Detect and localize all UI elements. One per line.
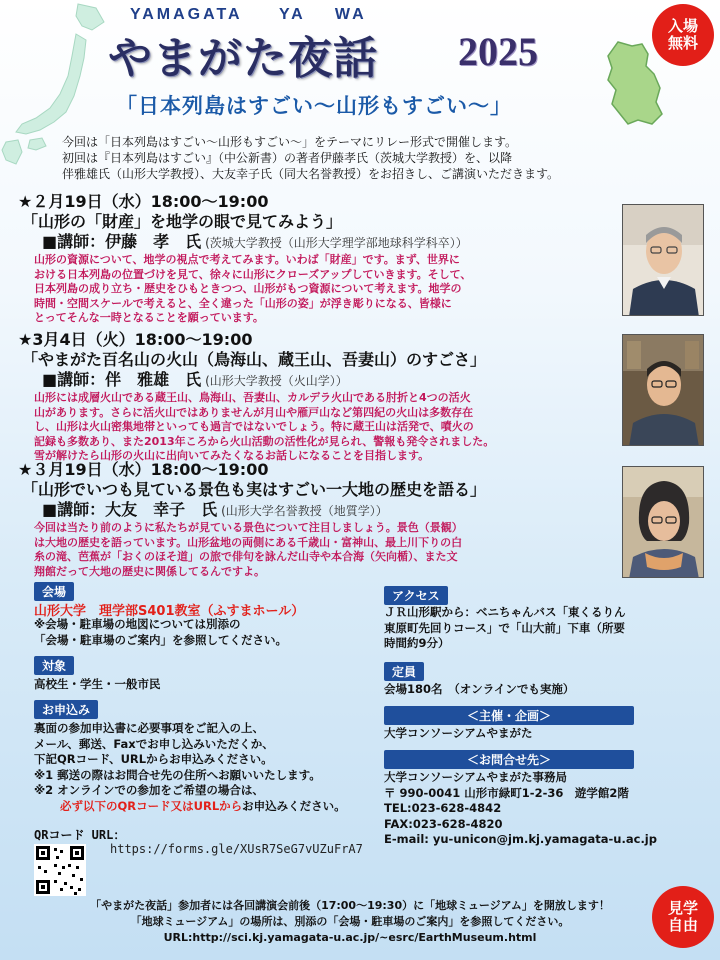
organizer-label: ＜主催・企画＞ bbox=[384, 706, 634, 725]
speaker-name: ■講師：伴 雅雄 氏 bbox=[42, 370, 202, 389]
apply-emphasis: 必ず以下のQRコード又はURLから bbox=[60, 798, 243, 813]
badge-line: 見学 bbox=[667, 899, 698, 917]
desc-line: 雪が解けたら山形の火山に出向いてみたくなるお話しになることを目指します。 bbox=[34, 449, 430, 462]
speaker-photo-ito bbox=[622, 204, 704, 316]
lecture-description bbox=[34, 391, 614, 464]
desc-line: 時間・空間スケールで考えると、全く違った「山形の姿」が浮き彫りになる、皆様に bbox=[34, 296, 452, 310]
apply-text bbox=[34, 721, 346, 814]
organizer-text: 大学コンソーシアムやまがた bbox=[384, 726, 533, 740]
page-title: やまがた夜話 bbox=[108, 33, 378, 84]
lecture-date: ★３月19日（水）18:00～19:00 bbox=[18, 460, 269, 479]
desc-line: 今回は当たり前のように私たちが見ている景色について注目しましょう。景色（景観） bbox=[34, 521, 463, 534]
desc-line: は大地の歴史を語っています。山形盆地の両側にある千歳山・富神山、最上川下りの白 bbox=[34, 535, 463, 549]
intro-line: 伴雅雄氏（山形大学教授）、大友幸子氏（同大名誉教授）をお招きし、ご講演いただきます。 bbox=[62, 167, 560, 181]
contact-label: ＜お問合せ先＞ bbox=[384, 750, 634, 769]
venue-notes bbox=[34, 617, 287, 648]
desc-line: 日本列島の成り立ち・歴史をひもときつつ、山形がもつ資源について考えます。地学の bbox=[34, 282, 462, 295]
speaker-affiliation: (山形大学教授（火山学）） bbox=[205, 374, 348, 388]
lecture-description bbox=[34, 253, 614, 326]
speaker-name: ■講師：大友 幸子 氏 bbox=[42, 500, 218, 519]
apply-line: 裏面の参加申込書に必要事項をご記入の上、 bbox=[34, 721, 264, 735]
footer-line: 「地球ミュージアム」の場所は、別添の「会場・駐車場のご案内」を参照してください。 bbox=[130, 915, 570, 928]
contact-text bbox=[384, 770, 657, 848]
intro-line: 初回は『日本列島はすごい』（中公新書）の著者伊藤孝氏（茨城大学教授）を、以降 bbox=[62, 151, 513, 165]
speaker-affiliation: (山形大学名誉教授（地質学）） bbox=[221, 504, 388, 518]
lecture-speaker bbox=[42, 232, 614, 253]
desc-line: 記録も多数あり、また2013年ころから火山活動の活性化が見られ、警報も発令されました。 bbox=[34, 434, 495, 448]
access-line: 東原町先回りコース」で「山大前」下車（所要 bbox=[384, 620, 625, 635]
apply-line: 下記QRコード、URLからお申込みください。 bbox=[34, 752, 273, 766]
qr-label: QRコード URL： bbox=[34, 828, 126, 842]
apply-tail: お申込みください。 bbox=[242, 798, 346, 813]
capacity-label: 定員 bbox=[384, 662, 424, 681]
contact-line: TEL:023-628-4842 bbox=[384, 801, 502, 815]
speaker-affiliation: (茨城大学教授（山形大学理学部地球科学科卒）） bbox=[205, 236, 468, 250]
contact-email[interactable]: E-mail: yu-unicon@jm.kj.yamagata-u.ac.jp bbox=[384, 832, 657, 846]
desc-line: 翔館だって大地の歴史に関係してるんですよ。 bbox=[34, 564, 265, 578]
desc-line: 山形の資源について、地学の視点で考えてみます。いわば「財産」です。まず、世界に bbox=[34, 253, 460, 266]
lecture-date: ★3月4日（火）18:00～19:00 bbox=[18, 330, 253, 349]
intro-text bbox=[62, 134, 662, 182]
lecture-title: 「山形の「財産」を地学の眼で見てみよう」 bbox=[22, 212, 343, 231]
year-label: 2025 bbox=[458, 29, 538, 74]
contact-line: FAX:023-628-4820 bbox=[384, 816, 503, 831]
speaker-photo-otomo bbox=[622, 466, 704, 578]
apply-line: ※2 オンラインでの参加をご希望の場合は、 bbox=[34, 783, 264, 797]
access-text bbox=[384, 605, 626, 652]
note-line: ※会場・駐車場の地図については別添の bbox=[34, 617, 241, 631]
apply-line bbox=[34, 799, 346, 815]
lecture-title: 「山形でいつも見ている景色も実はすごい一大地の歴史を語る」 bbox=[22, 480, 487, 499]
access-label: アクセス bbox=[384, 586, 448, 605]
desc-line: し、山形は火山密集地帯といっても過言ではないでしょう。特に蔵王山は活発で、噴火の bbox=[34, 420, 474, 433]
free-tour-badge bbox=[652, 886, 714, 948]
lecture-2 bbox=[18, 330, 614, 464]
desc-line: 山があります。さらに活火山ではありませんが月山や雁戸山など第四紀の火山は多数存在 bbox=[34, 405, 474, 419]
lecture-date: ★２月19日（水）18:00～19:00 bbox=[18, 192, 269, 211]
contact-line: 〒 990-0041 山形市緑町1-2-36 遊学館2階 bbox=[384, 785, 629, 800]
lecture-1 bbox=[18, 192, 614, 326]
speaker-name: ■講師：伊藤 孝 氏 bbox=[42, 232, 202, 251]
apply-line: メール、郵送、Faxでお申し込みいただくか、 bbox=[34, 736, 274, 751]
footer-notice bbox=[60, 898, 640, 946]
badge-line: 無料 bbox=[667, 34, 698, 52]
speaker-photo-ban bbox=[622, 334, 704, 446]
intro-line: 今回は「日本列島はすごい～山形もすごい～」をテーマにリレー形式で開催します。 bbox=[62, 135, 518, 149]
audience-text: 高校生・学生・一般市民 bbox=[34, 677, 161, 691]
audience-label: 対象 bbox=[34, 656, 74, 675]
apply-line: ※1 郵送の際はお問合せ先の住所へお願いいたします。 bbox=[34, 767, 321, 782]
badge-line: 入場 bbox=[667, 17, 698, 35]
badge-line: 自由 bbox=[667, 916, 698, 934]
lecture-speaker bbox=[42, 370, 614, 391]
romaji-title: YAMAGATA YA WA bbox=[130, 6, 367, 23]
access-line: 時間約9分） bbox=[384, 636, 450, 650]
qr-code[interactable] bbox=[34, 844, 86, 896]
capacity-text: 会場180名 （オンラインでも実施） bbox=[384, 682, 575, 696]
lecture-description bbox=[34, 521, 614, 579]
desc-line: とってそんな一時となることを願っています。 bbox=[34, 311, 264, 324]
contact-line: 大学コンソーシアムやまがた事務局 bbox=[384, 770, 567, 784]
lecture-speaker bbox=[42, 500, 614, 521]
free-admission-badge bbox=[652, 4, 714, 66]
venue-name: 山形大学 理学部S401教室（ふすまホール） bbox=[34, 604, 305, 619]
venue-label: 会場 bbox=[34, 582, 74, 601]
lecture-title: 「やまがた百名山の火山（鳥海山、蔵王山、吾妻山）のすごさ」 bbox=[22, 350, 487, 369]
registration-url[interactable]: https://forms.gle/XUsR7SeG7vUZuFrA7 bbox=[110, 842, 363, 856]
desc-line: おける日本列島の位置づけを見て、徐々に山形にクローズアップしていきます。そして、 bbox=[34, 267, 472, 281]
subtitle: 「日本列島はすごい～山形もすごい～」 bbox=[116, 94, 512, 118]
note-line: 「会場・駐車場のご案内」を参照してください。 bbox=[34, 632, 287, 647]
desc-line: 山形には成層火山である蔵王山、鳥海山、吾妻山、カルデラ火山である肘折と4つの活火 bbox=[34, 391, 471, 404]
desc-line: 糸の滝、芭蕉が「おくのほそ道」の旅で俳句を詠んだ山寺や本合海（矢向楯）、また文 bbox=[34, 550, 458, 563]
museum-url[interactable]: URL:http://sci.kj.yamagata-u.ac.jp/~esrc/EarthMuseum.html bbox=[163, 931, 537, 944]
lecture-3 bbox=[18, 460, 614, 579]
footer-line: 「やまがた夜話」参加者には各回講演会前後（17:00～19:30）に「地球ミュージアム」を開放します！ bbox=[90, 899, 610, 912]
apply-label: お申込み bbox=[34, 700, 98, 719]
access-line: ＪＲ山形駅から：ベニちゃんバス「東くるりん bbox=[384, 605, 626, 619]
